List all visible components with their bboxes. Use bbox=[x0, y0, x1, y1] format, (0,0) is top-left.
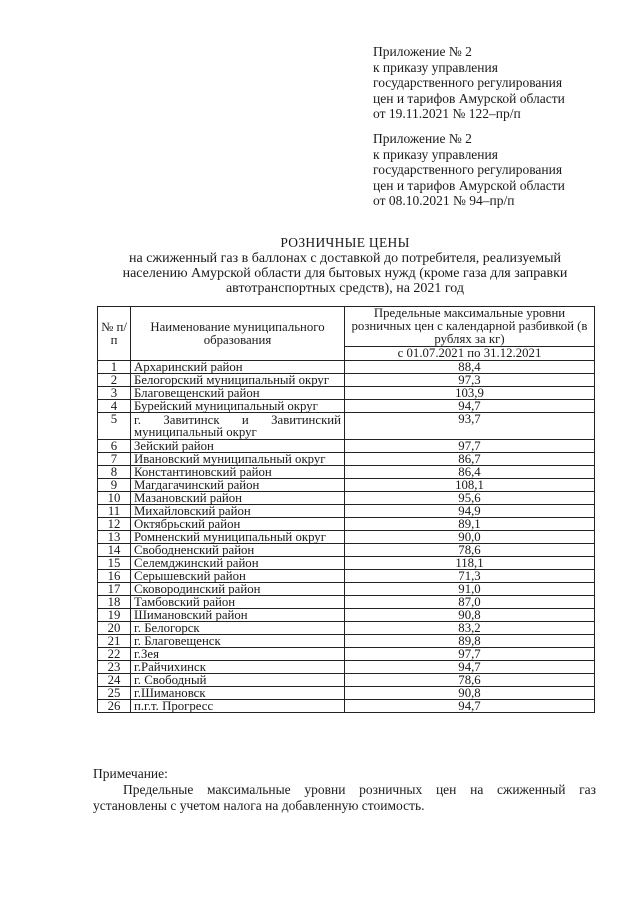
row-name: г. Благовещенск bbox=[131, 635, 345, 648]
row-value: 103,9 bbox=[345, 387, 595, 400]
table-row bbox=[98, 387, 595, 400]
row-value: 87,0 bbox=[345, 596, 595, 609]
row-number: 17 bbox=[98, 583, 131, 596]
row-name-line: муниципальный округ bbox=[134, 425, 257, 439]
row-number: 7 bbox=[98, 453, 131, 466]
row-value: 78,6 bbox=[345, 674, 595, 687]
row-value: 78,6 bbox=[345, 544, 595, 557]
title-heading: РОЗНИЧНЫЕ ЦЕНЫ bbox=[280, 235, 410, 250]
row-value: 118,1 bbox=[345, 557, 595, 570]
row-value: 91,0 bbox=[345, 583, 595, 596]
table-row bbox=[98, 661, 595, 674]
row-value: 89,8 bbox=[345, 635, 595, 648]
row-name: Благовещенский район bbox=[131, 387, 345, 400]
annex-line: к приказу управления bbox=[373, 146, 498, 162]
row-number: 24 bbox=[98, 674, 131, 687]
row-name: Октябрьский район bbox=[131, 518, 345, 531]
row-value: 97,7 bbox=[345, 440, 595, 453]
row-name: Сковородинский район bbox=[131, 583, 345, 596]
row-value: 95,6 bbox=[345, 492, 595, 505]
row-number: 1 bbox=[98, 361, 131, 374]
annex-header-1 bbox=[373, 44, 565, 122]
row-value: 88,4 bbox=[345, 361, 595, 374]
row-number: 2 bbox=[98, 374, 131, 387]
row-number: 16 bbox=[98, 570, 131, 583]
row-value: 94,7 bbox=[345, 661, 595, 674]
table-row bbox=[98, 505, 595, 518]
row-number: 26 bbox=[98, 700, 131, 713]
row-number: 12 bbox=[98, 518, 131, 531]
table-row bbox=[98, 531, 595, 544]
annex-line: цен и тарифов Амурской области bbox=[373, 90, 565, 106]
title-subtitle-line: на сжиженный газ в баллонах с доставкой до потребителя, реализуемый bbox=[128, 251, 562, 266]
row-name-word: Завитинский bbox=[271, 413, 341, 427]
row-number: 19 bbox=[98, 609, 131, 622]
table-row bbox=[98, 479, 595, 492]
row-value: 86,4 bbox=[345, 466, 595, 479]
annex-header-2 bbox=[373, 131, 565, 209]
note-section bbox=[93, 766, 596, 814]
table-row bbox=[98, 466, 595, 479]
table-row bbox=[98, 518, 595, 531]
annex-line: Приложение № 2 bbox=[373, 131, 472, 146]
annex-line: от 08.10.2021 № 94–пр/п bbox=[373, 193, 515, 208]
row-value: 86,7 bbox=[345, 453, 595, 466]
row-name: п.г.т. Прогресс bbox=[131, 700, 345, 713]
row-value: 83,2 bbox=[345, 622, 595, 635]
row-name: Ромненский муниципальный округ bbox=[131, 531, 345, 544]
row-name bbox=[131, 413, 345, 440]
row-value: 97,3 bbox=[345, 374, 595, 387]
note-text: Предельные максимальные уровни розничных цен на сжиженный газ установлены с учетом налога на добавленную стоимость. bbox=[93, 782, 596, 813]
annex-line: к приказу управления bbox=[373, 59, 498, 75]
row-name: Шимановский район bbox=[131, 609, 345, 622]
row-name: Серышевский район bbox=[131, 570, 345, 583]
table-row bbox=[98, 596, 595, 609]
row-number: 5 bbox=[98, 413, 131, 440]
row-value: 97,7 bbox=[345, 648, 595, 661]
row-number: 11 bbox=[98, 505, 131, 518]
title-subtitle-line: населению Амурской области для бытовых нужд (кроме газа для заправки bbox=[122, 266, 568, 281]
note-label: Примечание: bbox=[93, 766, 168, 781]
table-row bbox=[98, 687, 595, 700]
document-title bbox=[80, 235, 610, 296]
annex-line: от 19.11.2021 № 122–пр/п bbox=[373, 106, 521, 121]
table-row bbox=[98, 674, 595, 687]
row-name: Мазановский район bbox=[131, 492, 345, 505]
row-name: Зейский район bbox=[131, 440, 345, 453]
table-row bbox=[98, 492, 595, 505]
row-name: г.Райчихинск bbox=[131, 661, 345, 674]
table-row bbox=[98, 700, 595, 713]
header-name: Наименование муниципального образования bbox=[131, 307, 345, 361]
row-name: г.Зея bbox=[131, 648, 345, 661]
table-row bbox=[98, 413, 595, 440]
row-name: Магдагачинский район bbox=[131, 479, 345, 492]
row-number: 6 bbox=[98, 440, 131, 453]
row-number: 14 bbox=[98, 544, 131, 557]
table-row bbox=[98, 622, 595, 635]
row-value: 94,7 bbox=[345, 700, 595, 713]
annex-line: государственного регулирования bbox=[373, 75, 563, 90]
row-name: Бурейский муниципальный округ bbox=[131, 400, 345, 413]
row-value: 90,8 bbox=[345, 609, 595, 622]
row-number: 20 bbox=[98, 622, 131, 635]
row-number: 18 bbox=[98, 596, 131, 609]
table-row bbox=[98, 557, 595, 570]
row-name: Архаринский район bbox=[131, 361, 345, 374]
row-number: 9 bbox=[98, 479, 131, 492]
row-value: 71,3 bbox=[345, 570, 595, 583]
row-number: 21 bbox=[98, 635, 131, 648]
row-value: 90,8 bbox=[345, 687, 595, 700]
row-number: 8 bbox=[98, 466, 131, 479]
title-subtitle-line: автотранспортных средств), на 2021 год bbox=[225, 281, 465, 296]
row-name: г.Шимановск bbox=[131, 687, 345, 700]
row-number: 3 bbox=[98, 387, 131, 400]
table-row bbox=[98, 609, 595, 622]
table-row bbox=[98, 544, 595, 557]
row-name: Михайловский район bbox=[131, 505, 345, 518]
row-name: Тамбовский район bbox=[131, 596, 345, 609]
row-value: 90,0 bbox=[345, 531, 595, 544]
table-row bbox=[98, 453, 595, 466]
row-number: 4 bbox=[98, 400, 131, 413]
table-row bbox=[98, 635, 595, 648]
row-value: 94,9 bbox=[345, 505, 595, 518]
row-value: 108,1 bbox=[345, 479, 595, 492]
annex-line: государственного регулирования bbox=[373, 162, 563, 177]
table-row bbox=[98, 583, 595, 596]
table-row bbox=[98, 361, 595, 374]
row-name: г. Белогорск bbox=[131, 622, 345, 635]
row-name: Ивановский муниципальный округ bbox=[131, 453, 345, 466]
row-number: 23 bbox=[98, 661, 131, 674]
annex-line: Приложение № 2 bbox=[373, 44, 472, 59]
table-row bbox=[98, 400, 595, 413]
row-name: г. Свободный bbox=[131, 674, 345, 687]
row-number: 25 bbox=[98, 687, 131, 700]
prices-table bbox=[97, 306, 595, 713]
header-period: с 01.07.2021 по 31.12.2021 bbox=[345, 347, 595, 361]
row-value: 93,7 bbox=[345, 413, 595, 440]
row-value: 94,7 bbox=[345, 400, 595, 413]
row-number: 22 bbox=[98, 648, 131, 661]
row-name: Константиновский район bbox=[131, 466, 345, 479]
table-row bbox=[98, 374, 595, 387]
row-name: Белогорский муниципальный округ bbox=[131, 374, 345, 387]
row-number: 13 bbox=[98, 531, 131, 544]
row-name-word: г. bbox=[134, 413, 142, 427]
row-number: 15 bbox=[98, 557, 131, 570]
header-price: Предельные максимальные уровни розничных цен с календарной разбивкой (в рублях за кг) bbox=[345, 307, 595, 347]
row-name-word: и bbox=[241, 413, 249, 427]
table-row bbox=[98, 440, 595, 453]
header-number: № п/п bbox=[98, 307, 131, 361]
row-name: Свободненский район bbox=[131, 544, 345, 557]
table-row bbox=[98, 570, 595, 583]
annex-line: цен и тарифов Амурской области bbox=[373, 177, 565, 193]
row-value: 89,1 bbox=[345, 518, 595, 531]
row-name-word: Завитинск bbox=[163, 413, 220, 427]
row-name: Селемджинский район bbox=[131, 557, 345, 570]
row-number: 10 bbox=[98, 492, 131, 505]
table-row bbox=[98, 648, 595, 661]
